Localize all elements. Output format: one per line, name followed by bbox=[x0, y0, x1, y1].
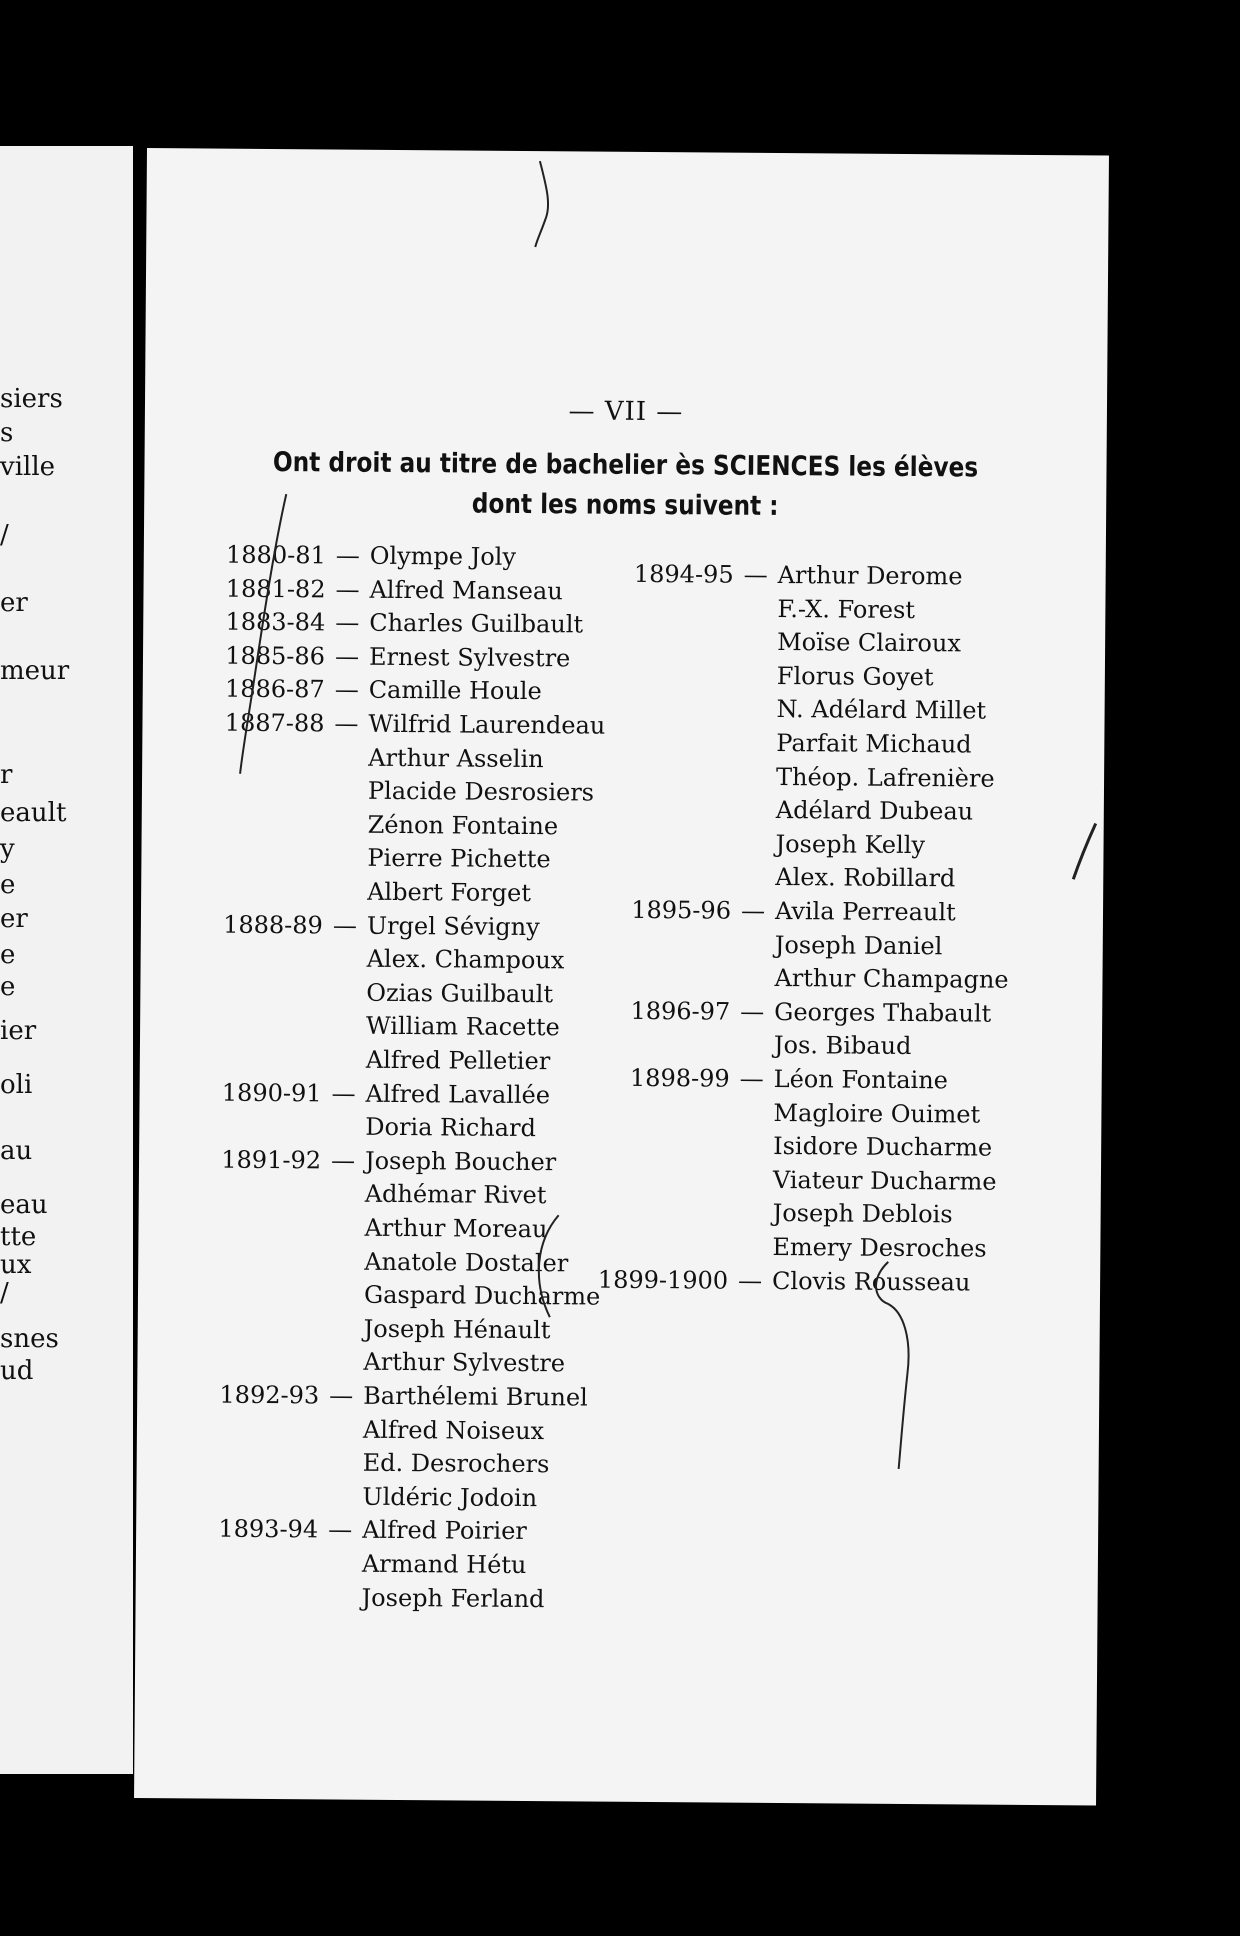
entry-name: Alfred Lavallée bbox=[365, 1079, 551, 1109]
left-page-fragment: / bbox=[0, 1278, 9, 1308]
entry-row bbox=[582, 761, 995, 792]
entry-year bbox=[176, 1570, 318, 1571]
entry-year: 1898-99 bbox=[629, 1063, 730, 1093]
entry-name: Camille Houle bbox=[368, 676, 542, 706]
entry-dash: — bbox=[335, 608, 360, 637]
entry-year bbox=[578, 1253, 728, 1254]
entry-row bbox=[181, 910, 540, 941]
entry-name: Magloire Ouimet bbox=[773, 1098, 981, 1129]
entry-year: 1880-81 bbox=[225, 540, 326, 570]
entry-year: 1888-89 bbox=[223, 910, 324, 939]
left-page-margin bbox=[0, 146, 133, 1774]
entry-year bbox=[181, 965, 323, 966]
entry-year: 1895-96 bbox=[631, 895, 732, 925]
entry-year bbox=[179, 1201, 321, 1202]
entry-name: Arthur Champagne bbox=[774, 964, 1009, 994]
entry-name: Alfred Manseau bbox=[369, 575, 563, 605]
entry-year bbox=[580, 1052, 730, 1053]
entry-row bbox=[581, 862, 955, 893]
entry-year bbox=[180, 1066, 322, 1067]
entry-row bbox=[581, 929, 943, 960]
entry-year bbox=[583, 716, 733, 717]
entry-row bbox=[579, 1164, 997, 1195]
entry-year bbox=[180, 999, 322, 1000]
left-page-fragment: tte bbox=[0, 1222, 37, 1252]
entry-name: Avila Perreault bbox=[774, 896, 956, 927]
entry-year bbox=[178, 1301, 320, 1302]
entry-dash: — bbox=[740, 896, 766, 925]
entry-year: 1893-94 bbox=[218, 1514, 319, 1544]
left-page-fragment: e bbox=[0, 870, 16, 900]
entry-year: 1899-1900 bbox=[597, 1265, 729, 1295]
page-number: — VII — bbox=[568, 396, 684, 428]
entry-year bbox=[178, 1234, 320, 1235]
entry-row bbox=[179, 1145, 556, 1176]
entry-dash: — bbox=[743, 560, 768, 589]
entry-name: Gaspard Ducharme bbox=[363, 1280, 601, 1311]
entry-dash: — bbox=[740, 997, 765, 1026]
entry-name: Arthur Sylvestre bbox=[363, 1348, 566, 1378]
page bbox=[134, 148, 1109, 1806]
entry-year: 1894-95 bbox=[633, 559, 734, 589]
entry-row bbox=[180, 977, 553, 1008]
entry-row bbox=[582, 727, 971, 758]
left-page-fragment: eault bbox=[0, 798, 67, 828]
heading-line-1: Ont droit au titre de bachelier ès SCIENCES les élèves bbox=[272, 446, 979, 484]
entry-row bbox=[178, 1246, 568, 1277]
entry-row bbox=[176, 1582, 545, 1613]
entry-name: Ed. Desrochers bbox=[362, 1448, 550, 1479]
entry-name: Joseph Deblois bbox=[772, 1199, 953, 1229]
entry-row bbox=[177, 1414, 544, 1445]
left-page-fragment: eau bbox=[0, 1190, 48, 1220]
entry-year bbox=[582, 817, 732, 818]
entry-name: Emery Desroches bbox=[772, 1232, 987, 1263]
entry-year bbox=[579, 1220, 729, 1221]
entry-name: Pierre Pichette bbox=[367, 844, 551, 874]
entry-row bbox=[180, 1011, 560, 1042]
pencil-bracket-mark bbox=[531, 159, 562, 249]
entry-year bbox=[176, 1604, 318, 1605]
entry-year bbox=[177, 1369, 319, 1370]
entry-year bbox=[182, 797, 324, 798]
entry-year bbox=[581, 884, 731, 885]
entry-dash: — bbox=[331, 1079, 356, 1108]
pencil-curl-mark bbox=[867, 1254, 929, 1474]
entry-row bbox=[180, 1044, 551, 1075]
entry-name: Adélard Dubeau bbox=[775, 796, 974, 826]
entry-name: Jos. Bibaud bbox=[773, 1031, 912, 1061]
entry-name: Alex. Robillard bbox=[775, 863, 956, 893]
entry-year bbox=[178, 1335, 320, 1336]
entry-row bbox=[176, 1515, 527, 1546]
entry-year bbox=[580, 985, 730, 986]
left-page-fragment: oli bbox=[0, 1070, 33, 1100]
entry-year bbox=[179, 1133, 321, 1134]
entry-name: Clovis Rousseau bbox=[772, 1266, 971, 1297]
pencil-paren-mark bbox=[526, 1211, 567, 1321]
entry-name: Alex. Champoux bbox=[366, 944, 565, 975]
entry-year bbox=[583, 682, 733, 683]
entry-dash: — bbox=[330, 1146, 356, 1175]
entry-name: Uldéric Jodoin bbox=[362, 1482, 538, 1512]
heading-line-2: dont les noms suivent : bbox=[471, 488, 779, 522]
entry-row bbox=[181, 843, 550, 874]
entry-year bbox=[579, 1153, 729, 1154]
entry-year: 1887-88 bbox=[224, 708, 325, 738]
entry-name: Placide Desrosiers bbox=[367, 776, 595, 807]
left-page-fragment: e bbox=[0, 972, 16, 1002]
entry-row bbox=[177, 1447, 550, 1478]
entry-dash: — bbox=[332, 911, 358, 940]
entry-name: Florus Goyet bbox=[776, 661, 934, 691]
entry-row bbox=[580, 963, 1008, 994]
entry-name: Joseph Ferland bbox=[361, 1583, 545, 1613]
entry-dash: — bbox=[335, 541, 360, 570]
entry-year bbox=[181, 898, 323, 899]
left-page-fragment: er bbox=[0, 588, 28, 618]
entry-name: Léon Fontaine bbox=[773, 1064, 949, 1095]
entry-row bbox=[176, 1548, 527, 1579]
left-page-fragment: / bbox=[0, 520, 9, 550]
entry-year: 1892-93 bbox=[219, 1380, 320, 1410]
entry-year bbox=[177, 1436, 319, 1437]
entry-row bbox=[581, 828, 925, 859]
entry-year bbox=[181, 865, 323, 866]
entry-year: 1896-97 bbox=[630, 996, 731, 1026]
left-page-fragment: meur bbox=[0, 656, 70, 686]
entry-name: Viateur Ducharme bbox=[772, 1165, 997, 1196]
entry-dash: — bbox=[738, 1266, 763, 1295]
entry-year bbox=[581, 850, 731, 851]
entry-name: Wilfrid Laurendeau bbox=[368, 709, 606, 740]
entry-row bbox=[583, 694, 987, 725]
entry-name: Charles Guilbault bbox=[369, 608, 584, 639]
entry-name: Doria Richard bbox=[365, 1112, 537, 1143]
entry-row bbox=[179, 1111, 536, 1142]
entry-row bbox=[181, 943, 565, 974]
entry-year bbox=[579, 1119, 729, 1120]
entry-row bbox=[178, 1313, 551, 1344]
entry-name: Albert Forget bbox=[367, 877, 532, 908]
left-page-fragment: ville bbox=[0, 452, 56, 482]
entry-row bbox=[580, 1063, 948, 1094]
entry-year bbox=[582, 749, 732, 750]
entry-dash: — bbox=[335, 575, 360, 604]
entry-row bbox=[579, 1198, 953, 1229]
entry-year: 1891-92 bbox=[221, 1145, 322, 1175]
entry-name: N. Adélard Millet bbox=[776, 695, 987, 725]
entry-year bbox=[180, 1033, 322, 1034]
entry-year: 1883-84 bbox=[225, 607, 326, 637]
entry-name: Parfait Michaud bbox=[776, 728, 972, 759]
left-page-fragment: s bbox=[0, 418, 14, 448]
entry-row bbox=[579, 1097, 980, 1128]
entry-row bbox=[579, 1131, 992, 1162]
entry-year bbox=[178, 1268, 320, 1269]
entry-row bbox=[583, 593, 915, 624]
entry-year bbox=[583, 615, 733, 616]
entry-year: 1885-86 bbox=[225, 641, 326, 671]
entry-year bbox=[176, 1503, 318, 1504]
entry-row bbox=[176, 1481, 537, 1512]
entry-year bbox=[583, 649, 733, 650]
entry-year bbox=[579, 1186, 729, 1187]
pencil-stroke-mark bbox=[232, 489, 294, 779]
entry-name: Armand Hétu bbox=[361, 1549, 527, 1580]
entry-name: Olympe Joly bbox=[369, 541, 517, 571]
entry-row bbox=[179, 1078, 550, 1109]
entry-name: Ernest Sylvestre bbox=[368, 642, 571, 673]
left-page-fragment: er bbox=[0, 904, 28, 934]
entry-year: 1886-87 bbox=[224, 675, 325, 704]
entry-row bbox=[182, 809, 559, 840]
left-page-fragment: ier bbox=[0, 1016, 37, 1046]
entry-row bbox=[583, 660, 934, 691]
left-page-fragment: siers bbox=[0, 384, 63, 414]
entry-name: Arthur Asselin bbox=[368, 743, 544, 773]
entry-name: Joseph Daniel bbox=[774, 930, 943, 960]
entry-name: Théop. Lafrenière bbox=[775, 762, 995, 793]
entry-name: Arthur Moreau bbox=[364, 1213, 548, 1244]
entry-name: Ozias Guilbault bbox=[366, 978, 554, 1009]
left-page-fragment: au bbox=[0, 1136, 33, 1166]
left-page-fragment: y bbox=[0, 834, 15, 864]
entry-year bbox=[177, 1469, 319, 1470]
entry-year: 1881-82 bbox=[225, 574, 326, 604]
entry-name: Georges Thabault bbox=[774, 997, 992, 1028]
entry-name: Joseph Kelly bbox=[775, 829, 926, 859]
entry-name: F.-X. Forest bbox=[777, 594, 916, 624]
entry-row bbox=[177, 1347, 565, 1378]
entry-name: Moïse Clairoux bbox=[777, 628, 962, 658]
entry-name: Alfred Pelletier bbox=[365, 1045, 551, 1076]
left-page-fragment: r bbox=[0, 760, 13, 790]
entry-row bbox=[177, 1380, 588, 1411]
entry-dash: — bbox=[334, 675, 359, 705]
entry-row bbox=[182, 775, 594, 806]
entry-year bbox=[182, 831, 324, 832]
entry-name: Joseph Hénault bbox=[363, 1314, 551, 1345]
entry-year: 1890-91 bbox=[221, 1078, 322, 1107]
entry-dash: — bbox=[334, 709, 359, 738]
entry-name: Isidore Ducharme bbox=[773, 1132, 993, 1162]
entry-name: Urgel Sévigny bbox=[366, 911, 540, 941]
entry-row bbox=[181, 876, 531, 907]
entry-dash: — bbox=[329, 1381, 354, 1410]
entry-name: Barthélemi Brunel bbox=[363, 1381, 588, 1412]
entry-name: Joseph Boucher bbox=[364, 1146, 557, 1177]
entry-dash: — bbox=[334, 642, 360, 671]
entry-name: Arthur Derome bbox=[777, 560, 963, 591]
entry-dash: — bbox=[739, 1064, 764, 1093]
entry-name: William Racette bbox=[366, 1012, 560, 1042]
entry-row bbox=[580, 996, 991, 1027]
entry-name: Zénon Fontaine bbox=[367, 810, 559, 841]
entry-name: Alfred Poirier bbox=[362, 1516, 527, 1546]
left-page-fragment: ud bbox=[0, 1356, 34, 1386]
entry-year bbox=[581, 951, 731, 952]
entry-row bbox=[179, 1179, 547, 1210]
left-page-fragment: ux bbox=[0, 1250, 32, 1280]
left-page-fragment: e bbox=[0, 940, 16, 970]
entry-row bbox=[582, 795, 974, 826]
entry-name: Adhémar Rivet bbox=[364, 1180, 547, 1210]
entry-row bbox=[580, 1030, 912, 1061]
left-page-fragment: snes bbox=[0, 1324, 59, 1354]
entry-year bbox=[582, 783, 732, 784]
entry-row bbox=[581, 895, 956, 926]
entry-row bbox=[584, 559, 963, 590]
entry-name: Anatole Dostaler bbox=[364, 1247, 569, 1277]
entry-row bbox=[178, 1212, 547, 1243]
entry-dash: — bbox=[328, 1515, 353, 1545]
entry-name: Alfred Noiseux bbox=[362, 1415, 545, 1445]
entry-row bbox=[583, 627, 961, 658]
pencil-edge-mark bbox=[1069, 821, 1099, 881]
